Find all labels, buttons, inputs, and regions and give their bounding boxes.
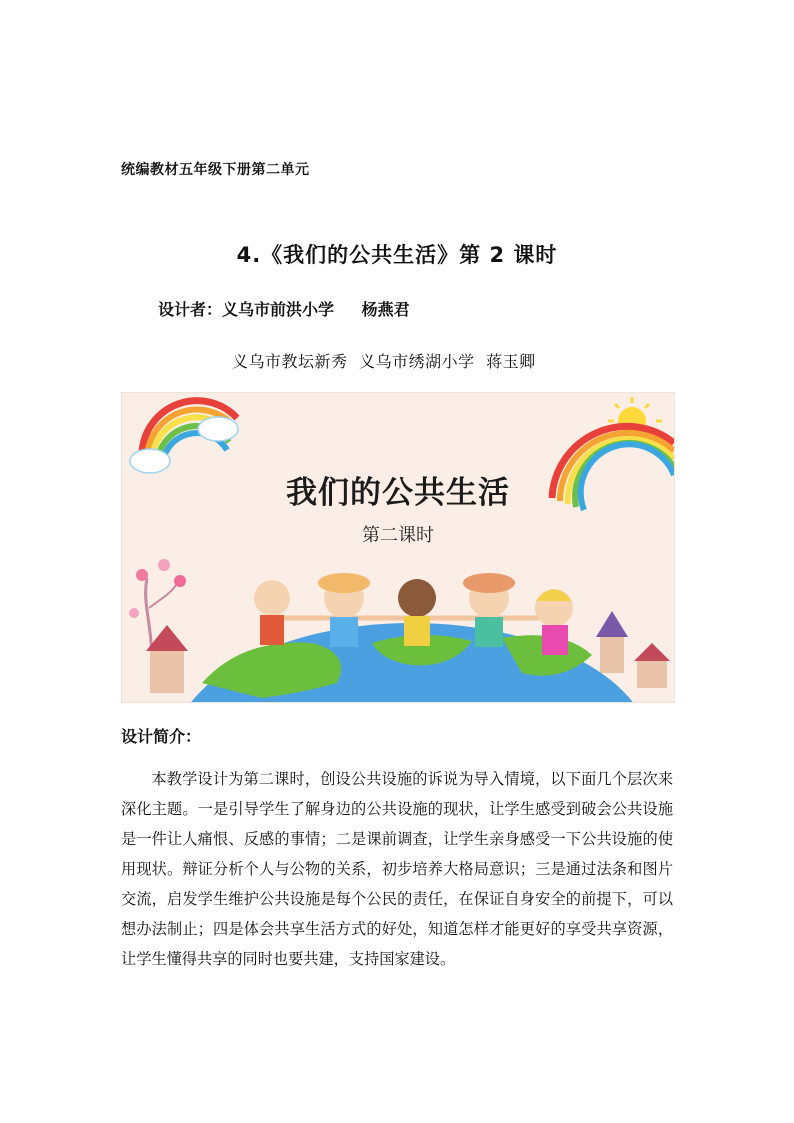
designer-line: 设计者：义乌市前洪小学 杨燕君: [158, 300, 410, 319]
coauthor-line: 义乌市教坛新秀 义乌市绣湖小学 蒋玉卿: [232, 352, 536, 371]
section-heading: 设计简介：: [121, 727, 202, 746]
unit-label: 统编教材五年级下册第二单元: [121, 162, 310, 178]
document-title: 4.《我们的公共生活》第 2 课时: [236, 243, 558, 267]
banner-subtitle: 第二课时: [362, 525, 434, 546]
house-left-icon: [146, 625, 188, 693]
banner-title: 我们的公共生活: [286, 475, 510, 511]
intro-paragraph: 本教学设计为第二课时，创设公共设施的诉说为导入情境，以下面几个层次来深化主题。一是引导学生了解身边的公共设施的现状，让学生感受到破会公共设施是一件让人痛恨、反感的事情；二是课前调查，让学生亲身感受一下公共设施的使用现状。辩证分析个人与公物的关系，初步培养大格局意识；三是通过法条和图片交流，启发学生维护公共设施是每个公民的责任，在保证自身安全的前提下，可以想办法制止；四是体会共享生活方式的好处，知道怎样才能更好的享受共享资源，让学生懂得共享的同时也要共建，支持国家建设。: [121, 770, 673, 968]
banner-illustration: [122, 393, 674, 702]
house-right-icon: [596, 611, 670, 688]
rainbow-left-icon: [130, 401, 238, 473]
cover-banner: [121, 392, 675, 703]
